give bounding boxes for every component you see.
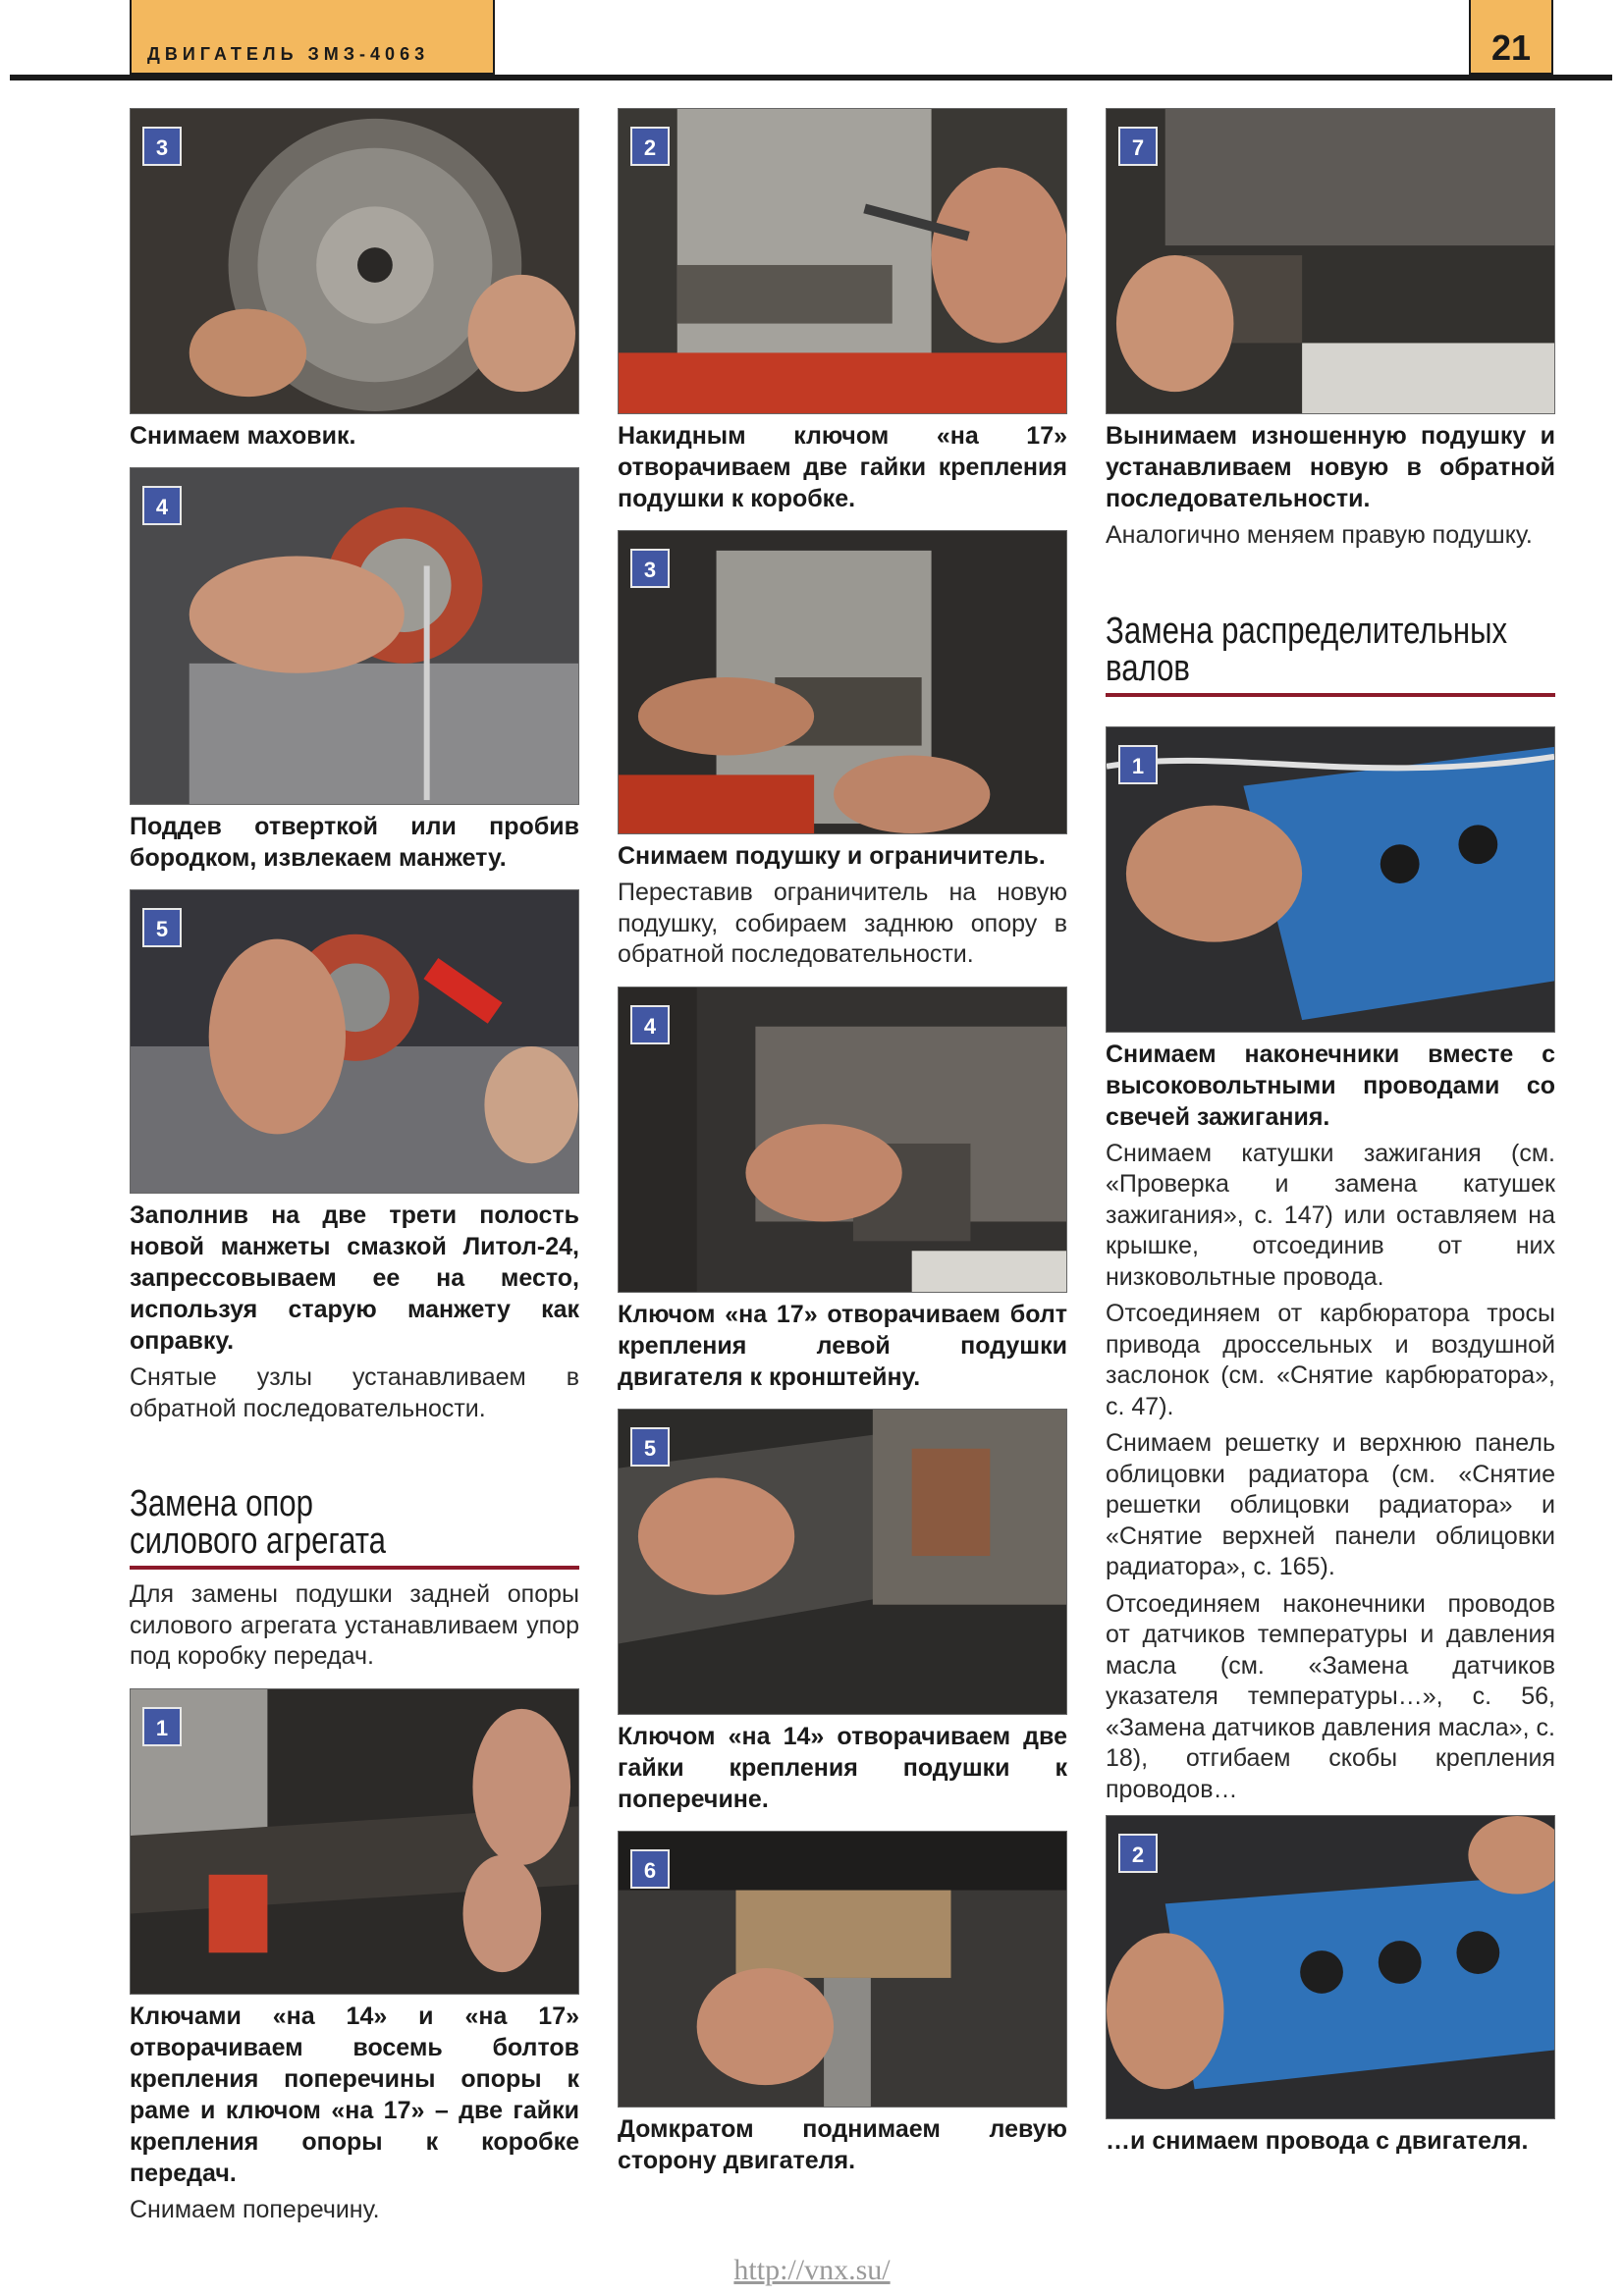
photo-number-badge: 7 [1118,127,1158,166]
section-heading [1106,610,1556,689]
body-text: Снятые узлы устанавливаем в обратной последовательности. [130,1363,579,1422]
photo-number-badge: 3 [142,127,182,166]
flywheel-image [131,109,578,413]
gearbox-nuts-image [619,109,1066,413]
ignition-leads-image [1107,727,1554,1032]
photo-number-badge: 2 [630,127,670,166]
body-paragraph: Отсоединяем от карбюратора тросы привода дроссельных и воздушной заслонок (см. «Снятие карбюратора», с. 47). [1106,1300,1555,1420]
photo-wiring-removal [1106,1815,1555,2119]
photo-number-badge: 1 [142,1707,182,1746]
photo-number-badge: 2 [1118,1834,1158,1873]
photo-flywheel [130,108,579,414]
header-tab [130,0,495,75]
body-text: Снимаем поперечину. [130,2195,380,2223]
section-intro: Для замены подушки задней опоры силового агрегата устанавливаем упор под коробку передач. [130,1580,579,1670]
photo-number-badge: 4 [142,486,182,525]
seal-removal-image [131,468,578,804]
photo-worn-cushion [1106,108,1555,414]
body-paragraph: Снимаем решетку и верхнюю панель облицовки радиатора (см. «Снятие решетки облицовки радиатора» и «Снятие верхней панели облицовки радиатора», с. 165). [1106,1429,1555,1580]
photo-crossmember-nuts [618,1409,1067,1715]
photo-number-badge: 1 [1118,745,1158,784]
caption: Поддев отверткой или пробив бородком, извлекаем манжету. [130,813,579,872]
left-cushion-bolt-image [619,988,1066,1292]
section-heading-line-1: Замена опор [130,1483,313,1524]
body-text: Аналогично меняем правую подушку. [1106,521,1533,549]
crossmember-nuts-image [619,1410,1066,1714]
jack-image [619,1832,1066,2107]
photo-number-badge: 4 [630,1005,670,1044]
section-heading-line-1: Замена распределительных [1106,610,1508,652]
photo-number-badge: 5 [630,1427,670,1467]
photo-number-badge: 6 [630,1849,670,1889]
caption: Снимаем наконечники вместе с высоковольтными проводами со свечей зажигания. [1106,1040,1555,1131]
column-2 [618,108,1067,2176]
worn-cushion-image [1107,109,1554,413]
caption: …и снимаем провода с двигателя. [1106,2127,1529,2155]
caption: Накидным ключом «на 17» отворачиваем две гайки крепления подушки к коробке. [618,422,1067,512]
caption: Ключами «на 14» и «на 17» отворачиваем восемь болтов крепления поперечины опоры к раме и ключом «на 17» – две гайки крепления опоры к коробке передач. [130,2002,579,2187]
caption: Домкратом поднимаем левую сторону двигателя. [618,2114,1067,2174]
photo-seal-removal [130,467,579,805]
column-1 [130,108,579,2225]
caption: Ключом «на 17» отворачиваем болт крепления левой подушки двигателя к кронштейну. [618,1300,1067,1391]
photo-left-cushion-bolt [618,987,1067,1293]
seal-install-image [131,890,578,1193]
section-heading-line-2: валов [1106,647,1190,689]
running-header-title: ДВИГАТЕЛЬ ЗМЗ-4063 [147,44,430,64]
wiring-removal-image [1107,1816,1554,2118]
photo-number-badge: 3 [630,549,670,588]
caption: Ключом «на 14» отворачиваем две гайки крепления подушки к поперечине. [618,1722,1067,1813]
crossmember-image [131,1689,578,1994]
caption: Заполнив на две трети полость новой манжеты смазкой Литол-24, запрессовываем ее на место, используя старую манжету как оправку. [130,1201,579,1355]
photo-number-badge: 5 [142,908,182,947]
page-number: 21 [1490,27,1532,68]
section-heading [130,1485,580,1560]
caption: Снимаем подушку и ограничитель. [618,842,1046,870]
section-heading-line-2: силового агрегата [130,1521,386,1562]
body-paragraph: Снимаем катушки зажигания (см. «Проверка и замена катушек зажигания», с. 147) или оставляем на крышке, отсоединив от них низковольтные провода. [1106,1139,1555,1291]
body-text: Переставив ограничитель на новую подушку, собираем заднюю опору в обратной последовательности. [618,879,1067,968]
column-3 [1106,108,1555,2157]
photo-ignition-leads [1106,726,1555,1033]
photo-cushion-removal [618,530,1067,834]
caption: Снимаем маховик. [130,422,356,450]
photo-jack [618,1831,1067,2108]
section-rule [1106,693,1555,697]
photo-gearbox-nuts [618,108,1067,414]
header-rule [10,75,1612,80]
body-paragraph: Отсоединяем наконечники проводов от датчиков температуры и давления масла (см. «Замена датчиков указателя температуры…», с. 56, «Замена датчиков давления масла», с. 18), отгибаем скобы крепления проводов… [1106,1589,1555,1803]
photo-seal-install [130,889,579,1194]
page-number-tab [1469,0,1553,75]
section-rule [130,1566,579,1570]
photo-crossmember [130,1688,579,1995]
footer-url-link[interactable]: http://vnx.su/ [733,2254,891,2286]
cushion-removal-image [619,531,1066,833]
caption: Вынимаем изношенную подушку и устанавливаем новую в обратной последовательности. [1106,422,1555,512]
